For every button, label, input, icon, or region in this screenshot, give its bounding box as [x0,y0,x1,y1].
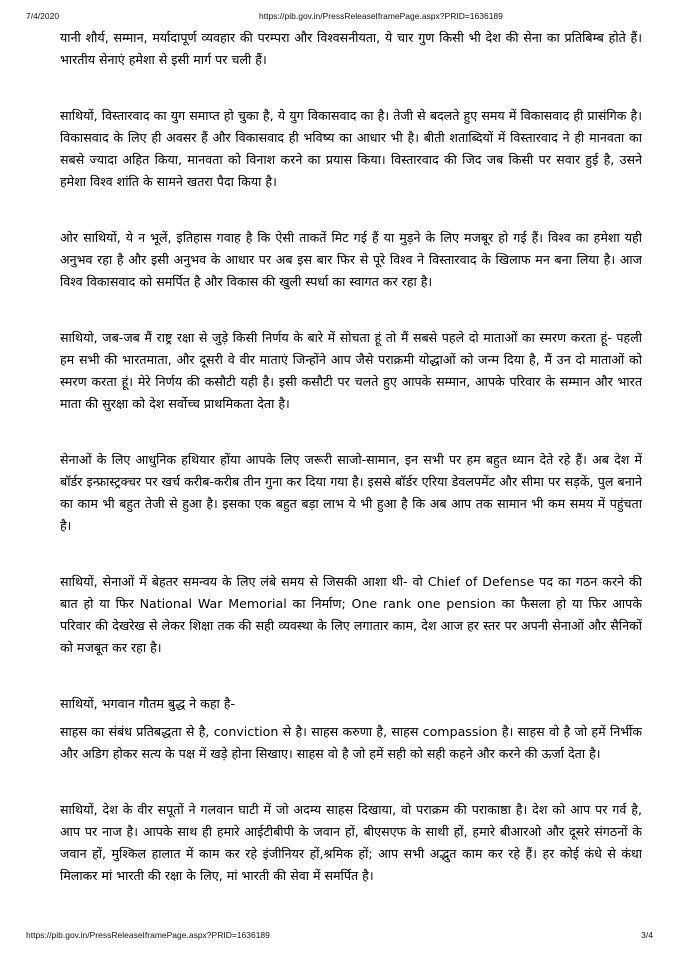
paragraph: यानी शौर्य, सम्मान, मर्यादापूर्ण व्यवहार की परम्परा और विश्वसनीयता, ये चार गुण किसी भी देश की सेना का प्रतिबिम्ब होते हैं। भारतीय सेनाएं हमेशा से इसी मार्ग पर चली हैं। [60,30,642,67]
paragraph: साथियों, विस्तारवाद का युग समाप्त हो चुका है, ये युग विकासवाद का है। तेजी से बदलते हुए समय में विकासवाद ही प्रासंगिक है। विकासवाद के लिए ही अवसर हैं और विकासवाद ही भविष्य का आधार भी है। बीती शताब्दियों में विस्तारवाद ने ही मानवता का सबसे ज्यादा अहित किया, मानवता को विनाश करने का प्रयास किया। विस्तारवाद की जिद जब किसी पर सवार हुई है, उसने हमेशा विश्व शांति के सामने खतरा पैदा किया है। [60,108,642,189]
print-header [26,11,653,23]
paragraph: साथियों, भगवान गौतम बुद्ध ने कहा है- [60,696,236,711]
paragraph: साथियो, जब-जब मैं राष्ट्र रक्षा से जुड़े किसी निर्णय के बारे में सोचता हूं तो मैं सबसे पहले दो माताओं का स्मरण करता हूं- पहली हम सभी की भारतमाता, और दूसरी वे वीर माताएं जिन्होंने आप जैसे पराक्रमी योद्धाओं को जन्म दिया है, मैं उन दो माताओं को स्मरण करता हूं। मेरे निर्णय की कसौटी यही है। इसी कसौटी पर चलते हुए आपके सम्मान, आपके परिवार के सम्मान और भारत माता की सुरक्षा को देश सर्वोच्च प्राथमिकता देता है। [60,330,642,411]
paragraph: ओर साथियों, ये न भूलें, इतिहास गवाह है कि ऐसी ताकतें मिट गई हैं या मुड़ने के लिए मजबूर हो गई हैं। विश्व का हमेशा यही अनुभव रहा है और इसी अनुभव के आधार पर अब इस बार फिर से पूरे विश्व ने विस्तारवाद के खिलाफ मन बना लिया है। आज विश्व विकासवाद को समर्पित है और विकास की खुली स्पर्धा का स्वागत कर रहा है। [60,230,642,289]
paragraph: साथियों, सेनाओं में बेहतर समन्वय के लिए लंबे समय से जिसकी आशा थी- वो Chief of Defense पद का गठन करने की बात हो या फिर National War Memorial का निर्माण; One rank one pension का फैसला हो या फिर आपके परिवार की देखरेख से लेकर शिक्षा तक की सही व्यवस्था के लिए लगातार काम, देश आज हर स्तर पर अपनी सेनाओं और सैनिकों को मजबूत कर रहा है। [60,574,642,655]
footer-url: https://pib.gov.in/PressReleaseIframePage.aspx?PRID=1636189 [26,930,270,940]
paragraph: साहस का संबंध प्रतिबद्धता से है, conviction से है। साहस करुणा है, साहस compassion है। साहस वो है जो हमें निर्भीक और अडिग होकर सत्य के पक्ष में खड़े होना सिखाए। साहस वो है जो हमें सही को सही कहने और करने की ऊर्जा देता है। [60,724,642,761]
paragraph: साथियों, देश के वीर सपूतों ने गलवान घाटी में जो अदम्य साहस दिखाया, वो पराक्रम की पराकाष्ठा है। देश को आप पर गर्व है, आप पर नाज है। आपके साथ ही हमारे आईटीबीपी के जवान हों, बीएसएफ के साथी हों, हमारे बीआरओ और दूसरे संगठनों के जवान हों, मुश्किल हालात में काम कर रहे इंजीनियर हों,श्रमिक हों; आप सभी अद्भुत काम कर रहे हैं। हर कोई कंधे से कंधा मिलाकर मां भारती की रक्षा के लिए, मां भारती की सेवा में समर्पित है। [60,802,642,883]
print-date: 7/4/2020 [26,11,60,21]
paragraph: सेनाओं के लिए आधुनिक हथियार होंया आपके लिए जरूरी साजो-सामान, इन सभी पर हम बहुत ध्यान देते रहे हैं। अब देश में बॉर्डर इन्फ्रास्ट्रक्चर पर खर्च करीब-करीब तीन गुना कर दिया गया है। इससे बॉर्डर एरिया डेवलपमेंट और सीमा पर सड़कें, पुल बनाने का काम भी बहुत तेजी से हुआ है। इसका एक बहुत बड़ा लाभ ये भी हुआ है कि अब आप तक सामान भी कम समय में पहुंचता है। [60,452,642,533]
page-number: 3/4 [641,930,653,940]
print-footer [26,930,653,942]
header-url: https://pib.gov.in/PressReleaseIframePage.aspx?PRID=1636189 [259,11,503,21]
document-body [60,27,642,917]
